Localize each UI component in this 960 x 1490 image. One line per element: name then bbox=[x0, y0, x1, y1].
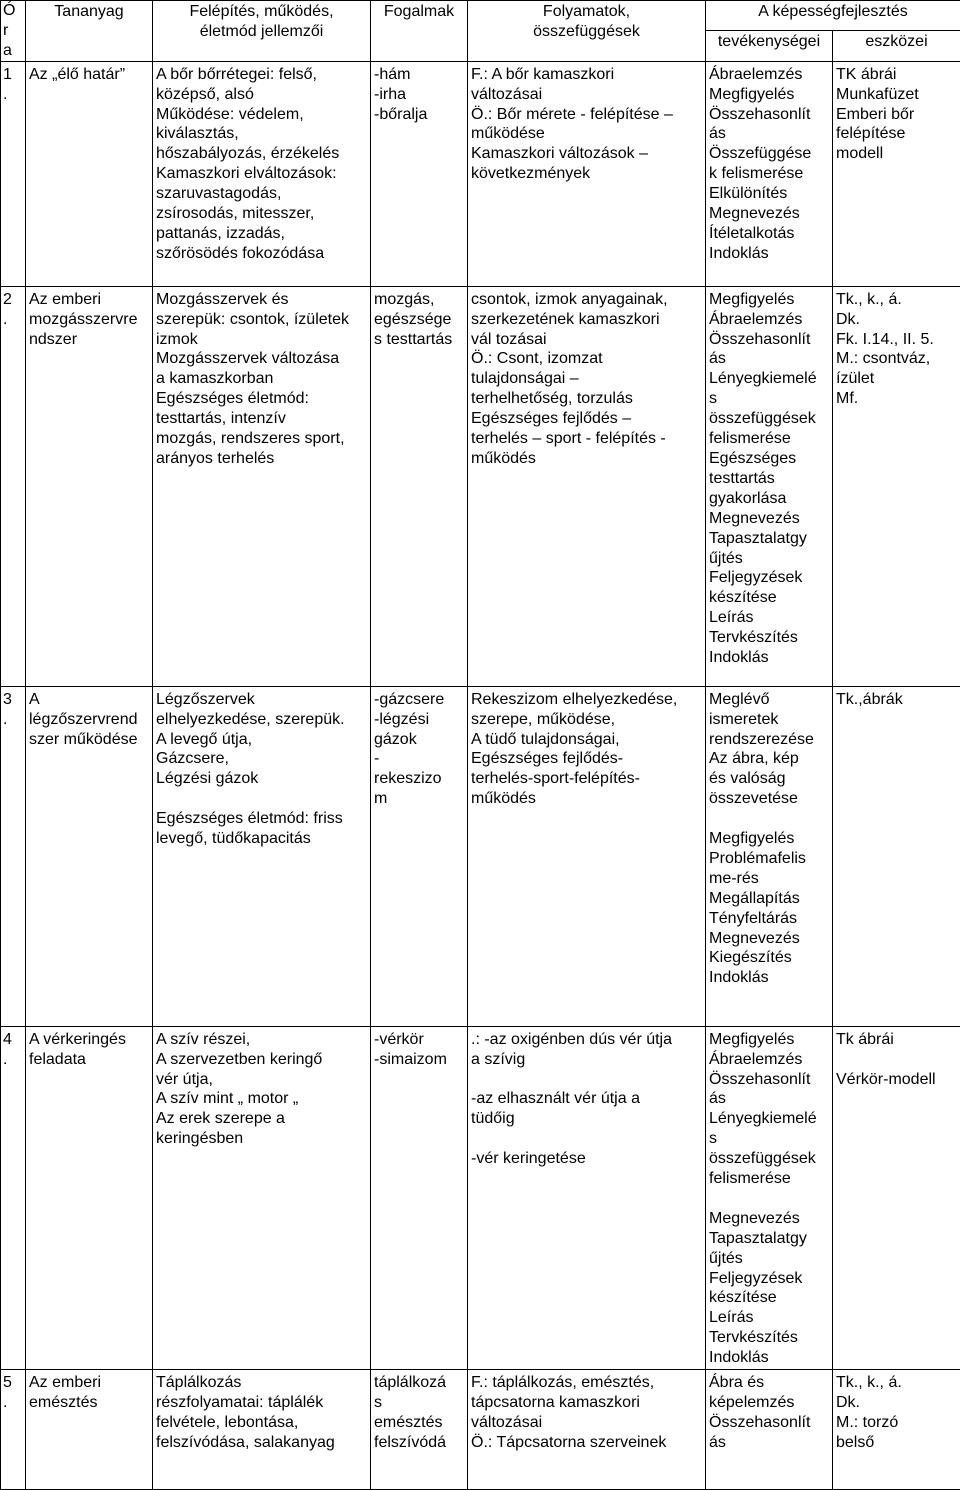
header-rank-line: Ó bbox=[3, 1, 23, 21]
activities-cell-line: Lényegkiemelé bbox=[709, 1109, 829, 1129]
processes-cell-line: A tüdő tulajdonságai, bbox=[471, 730, 702, 750]
header-row-1 bbox=[1, 1, 960, 31]
tools-cell-line: Tk ábrái bbox=[836, 1030, 957, 1050]
activities-cell-line: s bbox=[709, 389, 829, 409]
activities-cell-line: testtartás bbox=[709, 469, 829, 489]
concepts-cell-line: felszívódá bbox=[374, 1433, 464, 1453]
activities-cell-line: Tervkészítés bbox=[709, 628, 829, 648]
topic-cell-line: feladata bbox=[29, 1050, 149, 1070]
header-tools bbox=[833, 31, 960, 61]
structure-cell-line: A levegő útja, bbox=[156, 730, 367, 750]
structure-cell-line: Légzési gázok bbox=[156, 769, 367, 789]
spacer bbox=[709, 809, 829, 829]
structure-cell bbox=[153, 286, 371, 686]
concepts-cell-line: s testtartás bbox=[374, 330, 464, 350]
topic-cell-line: Az emberi bbox=[29, 290, 149, 310]
concepts-cell bbox=[371, 686, 468, 1026]
row-number bbox=[1, 686, 26, 1026]
structure-cell bbox=[153, 1026, 371, 1369]
activities-cell-line: Ábraelemzés bbox=[709, 65, 829, 85]
activities-cell-line: űjtés bbox=[709, 549, 829, 569]
concepts-cell-line: táplálkozá bbox=[374, 1373, 464, 1393]
structure-cell-line: elhelyezkedése, szerepük. bbox=[156, 710, 367, 730]
header-structure bbox=[153, 1, 371, 62]
concepts-cell bbox=[371, 1026, 468, 1369]
row-number bbox=[1, 286, 26, 686]
processes-cell-line: Rekeszizom elhelyezkedése, bbox=[471, 690, 702, 710]
structure-cell-line: Egészséges életmód: friss bbox=[156, 809, 367, 829]
structure-cell-line: szerepük: csontok, ízületek bbox=[156, 310, 367, 330]
activities-cell-line: Összehasonlít bbox=[709, 105, 829, 125]
processes-cell bbox=[468, 286, 706, 686]
concepts-cell bbox=[371, 1370, 468, 1490]
tools-cell-line: Vérkör-modell bbox=[836, 1070, 957, 1090]
activities-cell-line: Megállapítás bbox=[709, 889, 829, 909]
structure-cell bbox=[153, 61, 371, 286]
tools-cell-line: Dk. bbox=[836, 1393, 957, 1413]
tools-cell-line: belső bbox=[836, 1433, 957, 1453]
structure-cell-line: keringésben bbox=[156, 1129, 367, 1149]
concepts-cell bbox=[371, 286, 468, 686]
structure-cell-line: Mozgásszervek és bbox=[156, 290, 367, 310]
structure-cell-line: pattanás, izzadás, bbox=[156, 224, 367, 244]
processes-cell-line: működés bbox=[471, 789, 702, 809]
header-rank bbox=[1, 1, 26, 62]
tools-cell-line: M.: torzó bbox=[836, 1413, 957, 1433]
table-row bbox=[1, 61, 960, 286]
topic-cell-line: ndszer bbox=[29, 330, 149, 350]
row-number-line: 1 bbox=[3, 65, 23, 85]
header-tools-label: eszközei bbox=[836, 32, 957, 52]
structure-cell-line: Mozgásszervek változása bbox=[156, 349, 367, 369]
activities-cell-line: Problémafelis bbox=[709, 849, 829, 869]
topic-cell-line: Az „élő határ” bbox=[29, 65, 149, 85]
header-rank-line: a bbox=[3, 41, 23, 61]
activities-cell-line: ás bbox=[709, 349, 829, 369]
structure-cell-line: vér útja, bbox=[156, 1070, 367, 1090]
structure-cell bbox=[153, 686, 371, 1026]
row-number-line: . bbox=[3, 85, 23, 105]
tools-cell-line: Emberi bőr bbox=[836, 105, 957, 125]
activities-cell-line: Ábra és bbox=[709, 1373, 829, 1393]
processes-cell-line: -vér keringetése bbox=[471, 1149, 702, 1169]
structure-cell-line: Kamaszkori elváltozások: bbox=[156, 164, 367, 184]
header-structure-line: életmód jellemzői bbox=[156, 22, 367, 42]
activities-cell-line: Leírás bbox=[709, 1308, 829, 1328]
activities-cell-line: Tervkészítés bbox=[709, 1328, 829, 1348]
concepts-cell-line: rekeszizo bbox=[374, 769, 464, 789]
processes-cell-line: vál tozásai bbox=[471, 330, 702, 350]
activities-cell-line: Megnevezés bbox=[709, 509, 829, 529]
activities-cell-line: Megnevezés bbox=[709, 204, 829, 224]
tools-cell-line: TK ábrái bbox=[836, 65, 957, 85]
processes-cell-line: terhelhetőség, torzulás bbox=[471, 389, 702, 409]
tools-cell-line: ízület bbox=[836, 369, 957, 389]
structure-cell-line: Táplálkozás bbox=[156, 1373, 367, 1393]
processes-cell-line: szerepe, működése, bbox=[471, 710, 702, 730]
processes-cell-line: változásai bbox=[471, 1413, 702, 1433]
processes-cell-line: Ö.: Bőr mérete - felépítése – bbox=[471, 105, 702, 125]
structure-cell-line: felszívódása, salakanyag bbox=[156, 1433, 367, 1453]
header-rank-line: r bbox=[3, 21, 23, 41]
structure-cell-line: szőrösödés fokozódása bbox=[156, 244, 367, 264]
concepts-cell-line: -simaizom bbox=[374, 1050, 464, 1070]
activities-cell-line: felismerése bbox=[709, 429, 829, 449]
structure-cell-line: Működése: védelem, bbox=[156, 105, 367, 125]
processes-cell-line: a szívig bbox=[471, 1050, 702, 1070]
row-number bbox=[1, 61, 26, 286]
activities-cell-line: me-rés bbox=[709, 869, 829, 889]
activities-cell-line: Indoklás bbox=[709, 244, 829, 264]
activities-cell bbox=[706, 61, 833, 286]
activities-cell-line: Tapasztalatgy bbox=[709, 529, 829, 549]
topic-cell-line: Az emberi bbox=[29, 1373, 149, 1393]
topic-cell-line: szer működése bbox=[29, 730, 149, 750]
activities-cell-line: ismeretek bbox=[709, 710, 829, 730]
concepts-cell-line: -gázcsere bbox=[374, 690, 464, 710]
structure-cell-line: A szív mint „ motor „ bbox=[156, 1089, 367, 1109]
processes-cell bbox=[468, 61, 706, 286]
activities-cell-line: k felismerése bbox=[709, 164, 829, 184]
activities-cell-line: Összehasonlít bbox=[709, 330, 829, 350]
tools-cell-line: Mf. bbox=[836, 389, 957, 409]
processes-cell-line: szerkezetének kamaszkori bbox=[471, 310, 702, 330]
processes-cell-line: terhelés – sport - felépítés - bbox=[471, 429, 702, 449]
activities-cell-line: képelemzés bbox=[709, 1393, 829, 1413]
tools-cell-line: modell bbox=[836, 144, 957, 164]
processes-cell-line: F.: táplálkozás, emésztés, bbox=[471, 1373, 702, 1393]
structure-cell-line: mozgás, rendszeres sport, bbox=[156, 429, 367, 449]
activities-cell-line: Megfigyelés bbox=[709, 85, 829, 105]
table-row bbox=[1, 286, 960, 686]
activities-cell-line: felismerése bbox=[709, 1169, 829, 1189]
activities-cell-line: Meglévő bbox=[709, 690, 829, 710]
header-skills-label: A képességfejlesztés bbox=[709, 2, 957, 22]
processes-cell-line: tulajdonságai – bbox=[471, 369, 702, 389]
topic-cell-line: mozgásszervre bbox=[29, 310, 149, 330]
concepts-cell-line: - bbox=[374, 749, 464, 769]
topic-cell-line: emésztés bbox=[29, 1393, 149, 1413]
activities-cell-line: Indoklás bbox=[709, 648, 829, 668]
activities-cell-line: Ábraelemzés bbox=[709, 1050, 829, 1070]
structure-cell-line: levegő, tüdőkapacitás bbox=[156, 829, 367, 849]
header-processes bbox=[468, 1, 706, 62]
concepts-cell-line: s bbox=[374, 1393, 464, 1413]
structure-cell-line: arányos terhelés bbox=[156, 449, 367, 469]
concepts-cell-line: m bbox=[374, 789, 464, 809]
header-topic bbox=[26, 1, 153, 62]
activities-cell-line: Kiegészítés bbox=[709, 948, 829, 968]
row-number-line: 5 bbox=[3, 1373, 23, 1393]
processes-cell bbox=[468, 686, 706, 1026]
spacer bbox=[836, 1050, 957, 1070]
activities-cell-line: Feljegyzések bbox=[709, 1269, 829, 1289]
concepts-cell-line: gázok bbox=[374, 730, 464, 750]
header-structure-line: Felépítés, működés, bbox=[156, 2, 367, 22]
structure-cell-line: hőszabályozás, érzékelés bbox=[156, 144, 367, 164]
activities-cell-line: Indoklás bbox=[709, 968, 829, 988]
structure-cell-line: szaruvastagodás, bbox=[156, 184, 367, 204]
processes-cell-line: Kamaszkori változások – bbox=[471, 144, 702, 164]
tools-cell bbox=[833, 686, 960, 1026]
processes-cell-line: változásai bbox=[471, 85, 702, 105]
spacer bbox=[709, 1189, 829, 1209]
processes-cell-line: Ö.: Csont, izomzat bbox=[471, 349, 702, 369]
tools-cell bbox=[833, 286, 960, 686]
structure-cell-line: A szív részei, bbox=[156, 1030, 367, 1050]
activities-cell-line: Összefüggése bbox=[709, 144, 829, 164]
concepts-cell-line: -irha bbox=[374, 85, 464, 105]
structure-cell-line: a kamaszkorban bbox=[156, 369, 367, 389]
processes-cell-line: működése bbox=[471, 124, 702, 144]
processes-cell-line: tüdőig bbox=[471, 1109, 702, 1129]
concepts-cell-line: mozgás, bbox=[374, 290, 464, 310]
row-number-line: . bbox=[3, 710, 23, 730]
tools-cell-line: Dk. bbox=[836, 310, 957, 330]
activities-cell-line: Ábraelemzés bbox=[709, 310, 829, 330]
spacer bbox=[471, 1129, 702, 1149]
header-activities bbox=[706, 31, 833, 61]
activities-cell-line: s bbox=[709, 1129, 829, 1149]
header-skills bbox=[706, 1, 960, 31]
tools-cell-line: Tk., k., á. bbox=[836, 1373, 957, 1393]
activities-cell bbox=[706, 1026, 833, 1369]
structure-cell-line: testtartás, intenzív bbox=[156, 409, 367, 429]
structure-cell-line: kiválasztás, bbox=[156, 124, 367, 144]
activities-cell-line: rendszerezése bbox=[709, 730, 829, 750]
activities-cell-line: Lényegkiemelé bbox=[709, 369, 829, 389]
concepts-cell-line: egészsége bbox=[374, 310, 464, 330]
topic-cell bbox=[26, 1370, 153, 1490]
activities-cell-line: ás bbox=[709, 1089, 829, 1109]
processes-cell-line: F.: A bőr kamaszkori bbox=[471, 65, 702, 85]
activities-cell-line: Elkülönítés bbox=[709, 184, 829, 204]
topic-cell bbox=[26, 286, 153, 686]
row-number-line: 3 bbox=[3, 690, 23, 710]
concepts-cell bbox=[371, 61, 468, 286]
activities-cell-line: Egészséges bbox=[709, 449, 829, 469]
topic-cell-line: A bbox=[29, 690, 149, 710]
activities-cell-line: Tényfeltárás bbox=[709, 909, 829, 929]
structure-cell-line: Gázcsere, bbox=[156, 749, 367, 769]
row-number bbox=[1, 1370, 26, 1490]
spacer bbox=[471, 1070, 702, 1090]
row-number bbox=[1, 1026, 26, 1369]
activities-cell-line: Leírás bbox=[709, 608, 829, 628]
activities-cell-line: készítése bbox=[709, 588, 829, 608]
activities-cell-line: Megnevezés bbox=[709, 1209, 829, 1229]
row-number-line: 4 bbox=[3, 1030, 23, 1050]
activities-cell-line: gyakorlása bbox=[709, 489, 829, 509]
structure-cell-line: részfolyamatai: táplálék bbox=[156, 1393, 367, 1413]
processes-cell-line: Egészséges fejlődés – bbox=[471, 409, 702, 429]
structure-cell bbox=[153, 1370, 371, 1490]
activities-cell-line: Megfigyelés bbox=[709, 829, 829, 849]
topic-cell-line: légzőszervrend bbox=[29, 710, 149, 730]
tools-cell-line: Tk., k., á. bbox=[836, 290, 957, 310]
processes-cell-line: csontok, izmok anyagainak, bbox=[471, 290, 702, 310]
topic-cell bbox=[26, 686, 153, 1026]
processes-cell-line: Egészséges fejlődés- bbox=[471, 749, 702, 769]
activities-cell-line: Ítéletalkotás bbox=[709, 224, 829, 244]
processes-cell-line: működés bbox=[471, 449, 702, 469]
activities-cell-line: űjtés bbox=[709, 1249, 829, 1269]
structure-cell-line: izmok bbox=[156, 330, 367, 350]
processes-cell-line: -az elhasznált vér útja a bbox=[471, 1089, 702, 1109]
table-row bbox=[1, 1370, 960, 1490]
activities-cell-line: összefüggések bbox=[709, 409, 829, 429]
header-concepts bbox=[371, 1, 468, 62]
row-number-line: . bbox=[3, 1050, 23, 1070]
activities-cell-line: összefüggések bbox=[709, 1149, 829, 1169]
header-concepts-label: Fogalmak bbox=[374, 2, 464, 22]
topic-cell bbox=[26, 1026, 153, 1369]
activities-cell-line: készítése bbox=[709, 1288, 829, 1308]
topic-cell bbox=[26, 61, 153, 286]
spacer bbox=[156, 789, 367, 809]
structure-cell-line: középső, alsó bbox=[156, 85, 367, 105]
concepts-cell-line: emésztés bbox=[374, 1413, 464, 1433]
activities-cell-line: Indoklás bbox=[709, 1348, 829, 1368]
activities-cell-line: Összehasonlít bbox=[709, 1413, 829, 1433]
structure-cell-line: A bőr bőrrétegei: felső, bbox=[156, 65, 367, 85]
processes-cell-line: Ö.: Tápcsatorna szerveinek bbox=[471, 1433, 702, 1453]
structure-cell-line: Az erek szerepe a bbox=[156, 1109, 367, 1129]
tools-cell bbox=[833, 61, 960, 286]
concepts-cell-line: -hám bbox=[374, 65, 464, 85]
table-row bbox=[1, 1026, 960, 1369]
activities-cell-line: ás bbox=[709, 124, 829, 144]
structure-cell-line: felvétele, lebontása, bbox=[156, 1413, 367, 1433]
activities-cell bbox=[706, 286, 833, 686]
tools-cell-line: felépítése bbox=[836, 124, 957, 144]
tools-cell-line: Tk.,ábrák bbox=[836, 690, 957, 710]
activities-cell-line: Az ábra, kép bbox=[709, 749, 829, 769]
activities-cell-line: Tapasztalatgy bbox=[709, 1229, 829, 1249]
tools-cell bbox=[833, 1026, 960, 1369]
activities-cell-line: Megfigyelés bbox=[709, 1030, 829, 1050]
row-number-line: . bbox=[3, 1393, 23, 1413]
activities-cell-line: Megfigyelés bbox=[709, 290, 829, 310]
activities-cell-line: ás bbox=[709, 1433, 829, 1453]
header-topic-label: Tananyag bbox=[29, 2, 149, 22]
structure-cell-line: A szervezetben keringő bbox=[156, 1050, 367, 1070]
tools-cell-line: M.: csontváz, bbox=[836, 349, 957, 369]
table-row bbox=[1, 686, 960, 1026]
processes-cell bbox=[468, 1026, 706, 1369]
table-body bbox=[1, 61, 960, 1489]
processes-cell-line: .: -az oxigénben dús vér útja bbox=[471, 1030, 702, 1050]
activities-cell-line: és valóság bbox=[709, 769, 829, 789]
structure-cell-line: zsírosodás, mitesszer, bbox=[156, 204, 367, 224]
processes-cell-line: következmények bbox=[471, 164, 702, 184]
header-processes-line: Folyamatok, bbox=[471, 2, 702, 22]
processes-cell-line: tápcsatorna kamaszkori bbox=[471, 1393, 702, 1413]
structure-cell-line: Egészséges életmód: bbox=[156, 389, 367, 409]
activities-cell-line: Megnevezés bbox=[709, 929, 829, 949]
concepts-cell-line: -bőralja bbox=[374, 105, 464, 125]
tools-cell-line: Munkafüzet bbox=[836, 85, 957, 105]
structure-cell-line: Légzőszervek bbox=[156, 690, 367, 710]
activities-cell-line: Feljegyzések bbox=[709, 568, 829, 588]
concepts-cell-line: -légzési bbox=[374, 710, 464, 730]
activities-cell bbox=[706, 686, 833, 1026]
topic-cell-line: A vérkeringés bbox=[29, 1030, 149, 1050]
processes-cell-line: terhelés-sport-felépítés- bbox=[471, 769, 702, 789]
processes-cell bbox=[468, 1370, 706, 1490]
header-processes-line: összefüggések bbox=[471, 22, 702, 42]
tools-cell bbox=[833, 1370, 960, 1490]
row-number-line: . bbox=[3, 310, 23, 330]
activities-cell-line: Összehasonlít bbox=[709, 1070, 829, 1090]
row-number-line: 2 bbox=[3, 290, 23, 310]
header-activities-label: tevékenységei bbox=[709, 32, 829, 52]
concepts-cell-line: -vérkör bbox=[374, 1030, 464, 1050]
tools-cell-line: Fk. I.14., II. 5. bbox=[836, 330, 957, 350]
activities-cell-line: összevetése bbox=[709, 789, 829, 809]
activities-cell bbox=[706, 1370, 833, 1490]
